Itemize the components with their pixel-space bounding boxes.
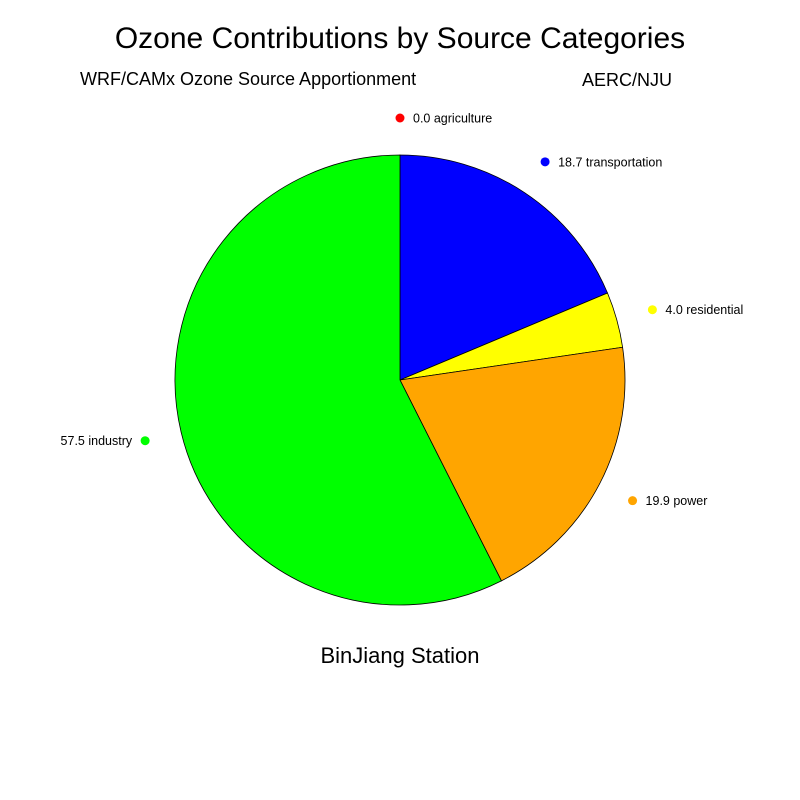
slice-label-residential: 4.0 residential <box>665 303 744 318</box>
legend-dot-power <box>628 496 637 505</box>
chart-subtitle-right: AERC/NJU <box>582 70 673 90</box>
chart-title: Ozone Contributions by Source Categories <box>114 22 686 55</box>
legend-dot-transportation <box>541 157 550 166</box>
legend-dot-residential <box>648 305 657 314</box>
legend-dot-agriculture <box>396 114 405 123</box>
slice-label-power: 19.9 power <box>645 494 708 509</box>
station-caption: BinJiang Station <box>320 643 480 668</box>
chart-subtitle-left: WRF/CAMx Ozone Source Apportionment <box>80 69 417 89</box>
slice-label-industry: 57.5 industry <box>60 434 133 449</box>
legend-dot-industry <box>141 436 150 445</box>
slice-label-transportation: 18.7 transportation <box>558 155 663 170</box>
slice-label-agriculture: 0.0 agriculture <box>413 111 493 126</box>
pie-slices <box>175 155 625 605</box>
